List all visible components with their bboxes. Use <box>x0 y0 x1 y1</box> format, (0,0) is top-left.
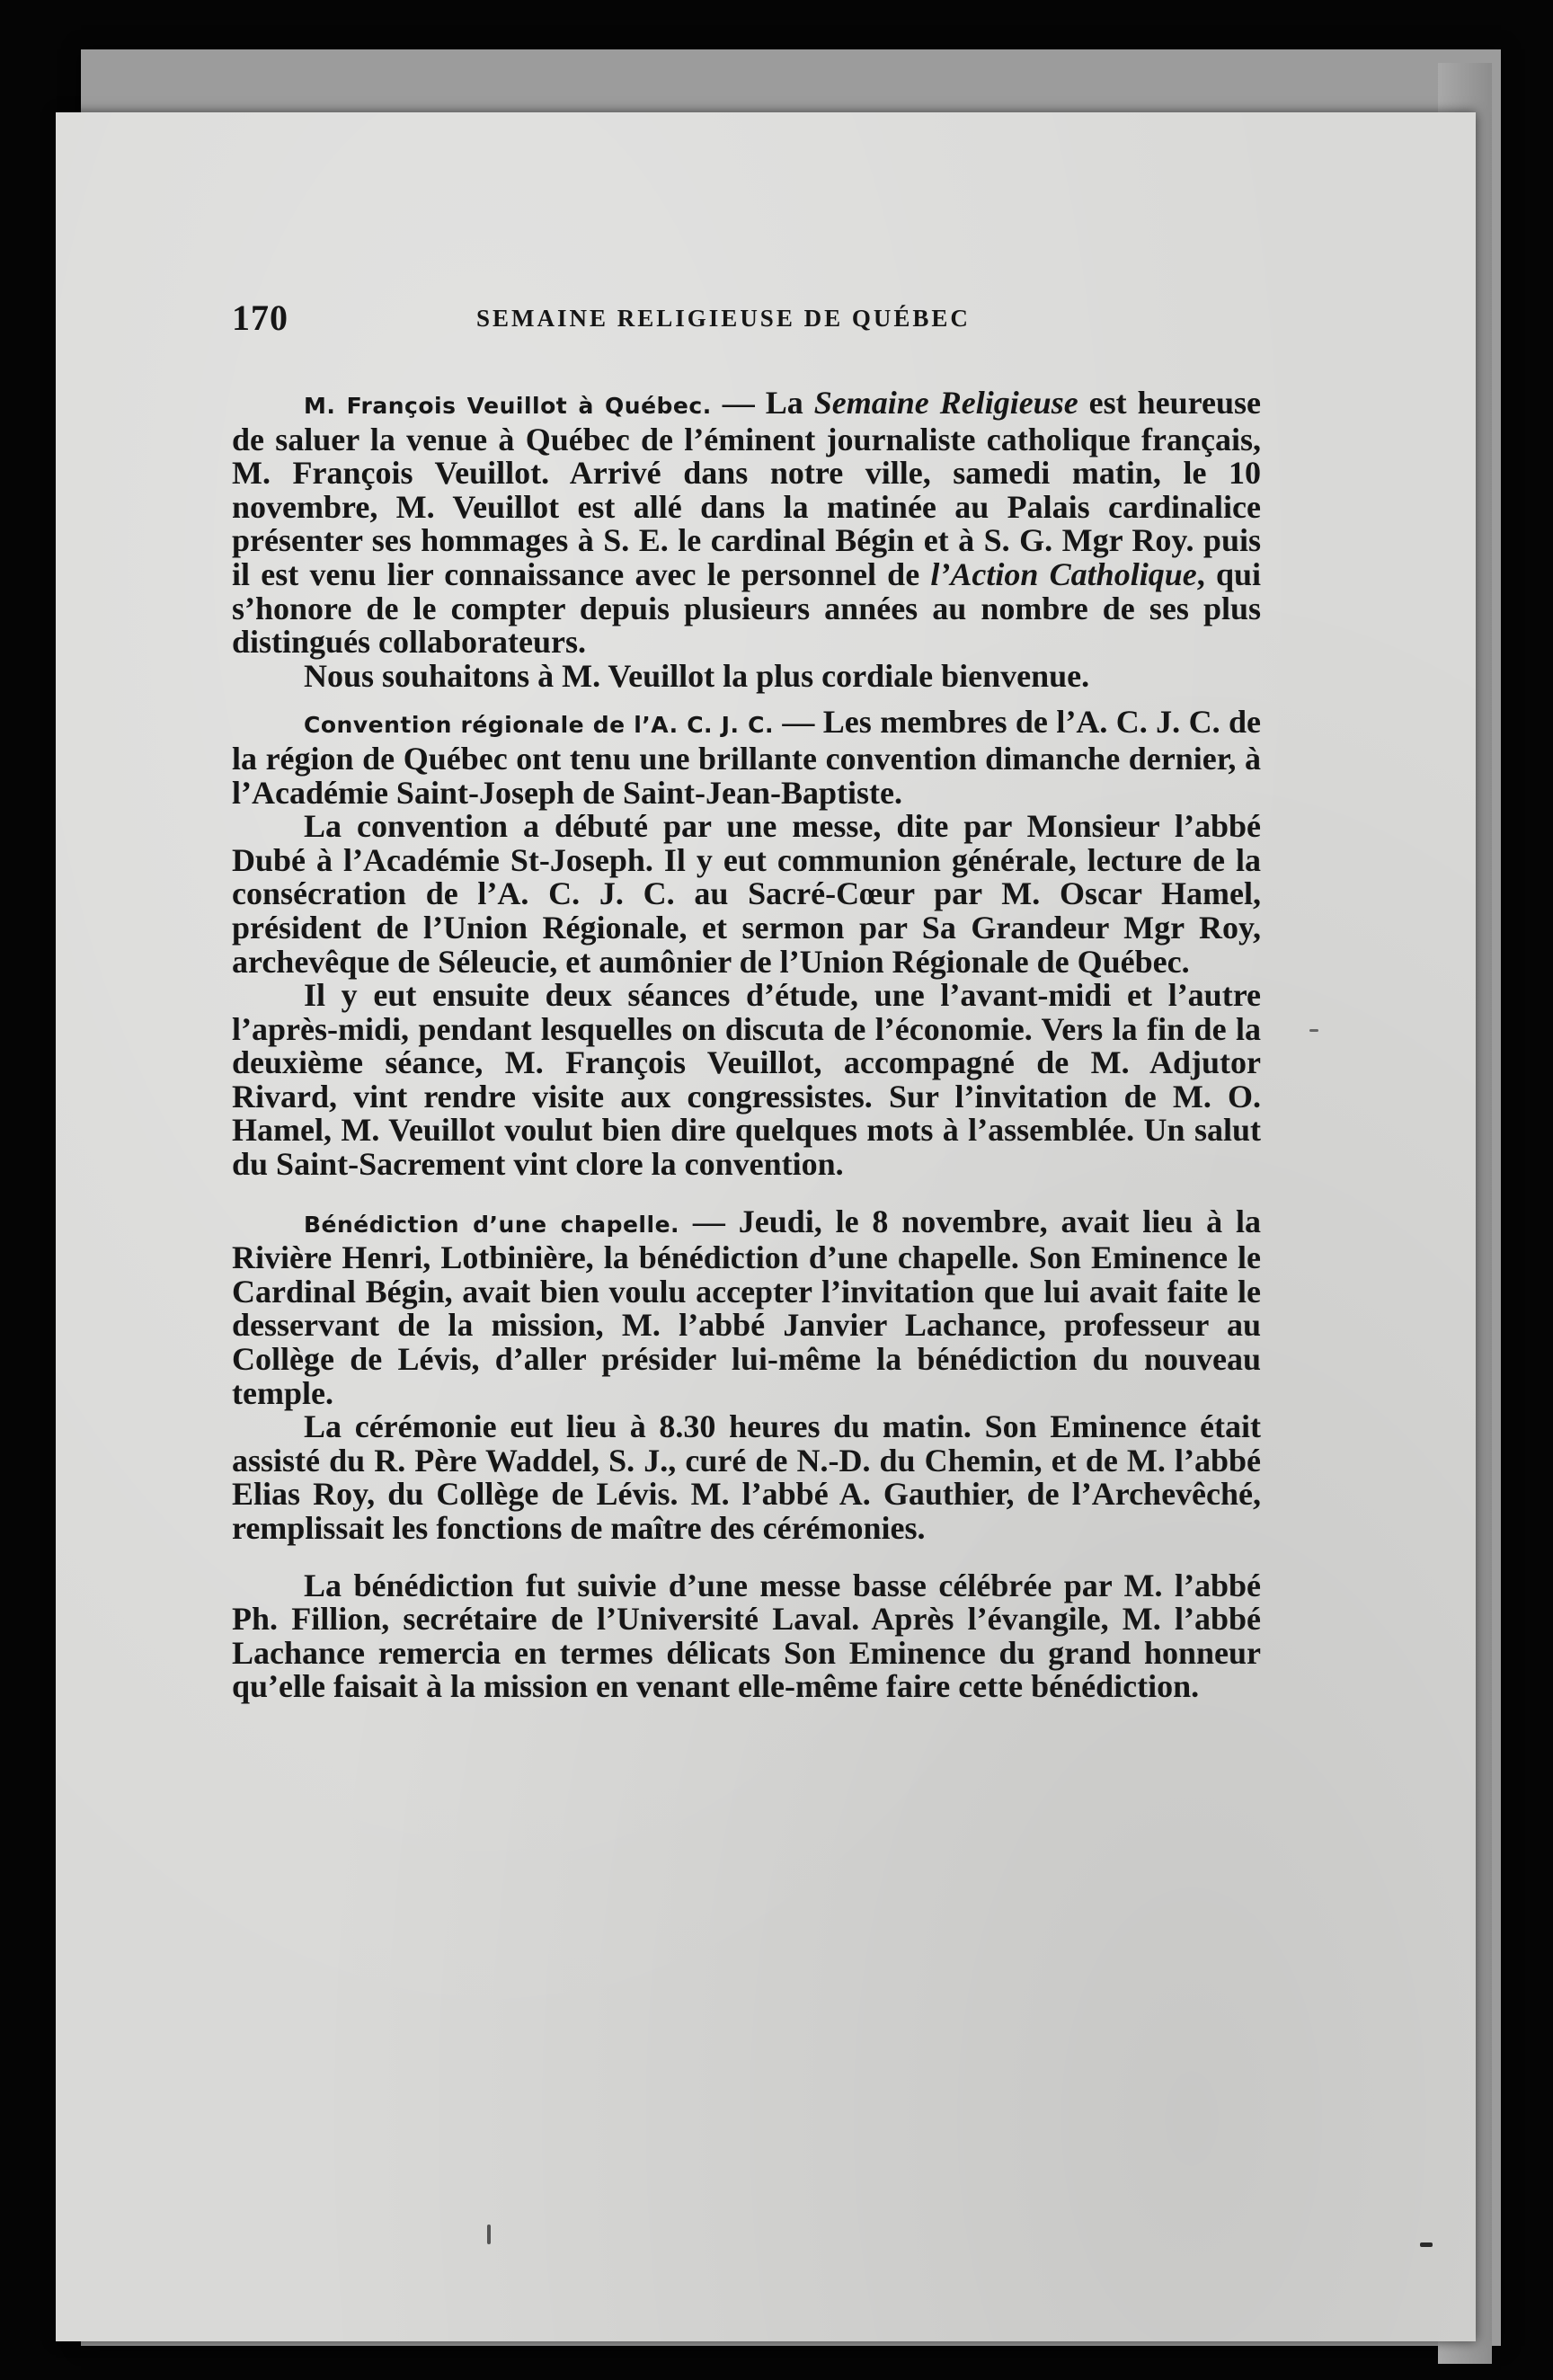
running-head <box>176 297 1259 351</box>
text-fragment: Les membres de l’A. C. J. C. de la région de Québec ont tenu une brillante convention dimanche dernier, à l’Académie Saint-Joseph de Saint-Jean-Baptiste. <box>232 704 1261 811</box>
scan-speck <box>1420 2242 1433 2247</box>
article-convention-paragraph-2: La convention a débuté par une messe, dite par Monsieur l’abbé Dubé à l’Académie St-Joseph. Il y eut communion générale, lecture de la consécration de l’A. C. J. C. au Sacré-Cœur par M. Oscar Hamel, président de l’Union Régionale, et sermon par Sa Grandeur Mgr Roy, archevêque de Séleucie, et aumônier de l’Union Régionale de Québec. <box>232 808 1261 980</box>
article-chapelle-paragraph-2: La cérémonie eut lieu à 8.30 heures du matin. Son Eminence était assisté du R. Père Waddel, S. J., curé de N.-D. du Chemin, et de M. l’abbé Elias Roy, du Collège de Lévis. M. l’abbé A. Gauthier, de l’Archevêché, remplissait les fonctions de maître des cérémonies. <box>232 1408 1261 1546</box>
article-body <box>232 386 1261 1704</box>
article-veuillot-paragraph-1 <box>232 386 1261 660</box>
dash: — <box>679 1203 739 1239</box>
scan-speck <box>1309 1029 1318 1032</box>
text-fragment: , qui s’honore de le compter depuis plusieurs années au nombre de ses plus distingués collaborateurs. <box>232 555 1262 661</box>
text-fragment: est heureuse de saluer la venue à Québec de l’éminent journaliste catholique français, M. François Veuillot. Arrivé dans notre ville, samedi matin, le 10 novembre, M. Veuillot est allé dans la matinée au Palais cardinalice présenter ses hommages à S. E. le cardinal Bégin et à S. G. Mgr Roy. puis il est venu lier connaissance avec le personnel de <box>232 385 1261 592</box>
article-veuillot-paragraph-2: Nous souhaitons à M. Veuillot la plus cordiale bienvenue. <box>304 657 1090 694</box>
page-content <box>176 297 1262 1705</box>
rubric-convention: Convention régionale de l’A. C. J. C. <box>304 712 774 739</box>
running-title: SEMAINE RELIGIEUSE DE QUÉBEC <box>476 305 971 332</box>
page-number: 170 <box>232 298 288 338</box>
dash: — <box>711 385 766 421</box>
italic-title-action: l’Action Catholique <box>930 555 1197 592</box>
text-fragment: La <box>765 385 814 421</box>
article-convention-paragraph-1 <box>232 706 1261 810</box>
italic-title-semaine: Semaine Religieuse <box>813 385 1078 421</box>
scan-speck <box>487 2225 491 2244</box>
text-fragment: Jeudi, le 8 novembre, avait lieu à la Rivière Henri, Lotbinière, la bénédiction d’une chapelle. Son Eminence le Cardinal Bégin, avait bien voulu accepter l’invitation que lui avait faite le desservant de la mission, M. l’abbé Janvier Lachance, professeur au Collège de Lévis, d’aller présider lui-même la bénédiction du nouveau temple. <box>232 1203 1261 1411</box>
article-chapelle-paragraph-1 <box>232 1205 1261 1411</box>
rubric-veuillot: M. François Veuillot à Québec. <box>304 393 712 419</box>
dash: — <box>773 704 823 741</box>
article-chapelle-paragraph-3: La bénédiction fut suivie d’une messe basse célébrée par M. l’abbé Ph. Fillion, secrétaire de l’Université Laval. Après l’évangile, M. l’abbé Lachance remercia en termes délicats Son Eminence du grand honneur qu’elle faisait à la mission en venant elle-même faire cette bénédiction. <box>232 1567 1261 1705</box>
article-convention-paragraph-3: Il y eut ensuite deux séances d’étude, une l’avant-midi et l’autre l’après-midi, pendant lesquelles on discuta de l’économie. Vers la fin de la deuxième séance, M. François Veuillot, accompagné de M. Adjutor Rivard, vint rendre visite aux congressistes. Sur l’invitation de M. O. Hamel, M. Veuillot voulut bien dire quelques mots à l’assemblée. Un salut du Saint-Sacrement vint clore la convention. <box>232 977 1261 1183</box>
rubric-chapelle: Bénédiction d’une chapelle. <box>304 1211 680 1238</box>
